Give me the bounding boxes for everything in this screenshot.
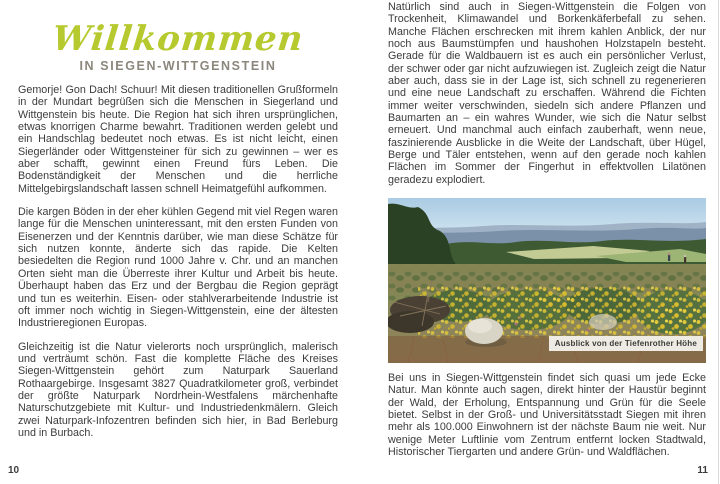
right-column-text-top bbox=[388, 1, 706, 197]
landscape-photo bbox=[388, 198, 706, 363]
right-page bbox=[388, 0, 706, 484]
left-column-text bbox=[18, 84, 338, 450]
right-column-text-bottom bbox=[388, 372, 706, 469]
photo-caption: Ausblick von der Tiefenrother Höhe bbox=[549, 336, 703, 351]
flower-shrubs bbox=[418, 286, 706, 338]
body-paragraph: Gemorje! Gon Dach! Schuur! Mit diesen traditionellen Grußformeln in der Mundart begrüßen sich die Menschen in Siegerland und Wittgenstein bis heute. Die Region hat sich ihren ursprünglichen, etwas knorrigen Charme bewahrt. Traditionen werden gelebt und ein Handschlag bedeutet noch etwas. Es ist nicht leicht, einen Siegerländer oder Wittgensteiner für sich zu gewinnen – wer es aber schafft, gewinnt einen Freund fürs Leben. Die Bodenständigkeit der Menschen und die herrliche Mittelgebirgslandschaft lassen schnell Heimatgefühl aufkommen. bbox=[18, 84, 338, 195]
light-patch bbox=[589, 314, 617, 330]
body-paragraph: Natürlich sind auch in Siegen-Wittgenstein die Folgen von Trockenheit, Klimawandel und Borkenkäferbefall zu sehen. Manche Flächen erschrecken mit ihrem kahlen Anblick, der nur noch aus Baumstümpfen und haushohen Holzstapeln besteht. Gerade für die Waldbauern ist es auch ein persönlicher Verlust, der schwer oder gar nicht aufzuwiegen ist. Zugleich zeigt die Natur aber auch, dass sie in der Lage ist, sich schnell zu regenerieren und eine neue Landschaft zu erschaffen. Während die Fichten immer weiter verschwinden, siedeln sich andere Pflanzen und Baumarten an – ein wahres Wunder, wie sich die Natur selbst erneuert. Und manchmal auch einfach zauberhaft, wenn neue, faszinierende Ausblicke in die Weite der Landschaft, über Hügel, Berge und Täler entstehen, wenn auf den gerade noch kahlen Flächen im Sommer der Fingerhut in effektvollen Lilatönen geradezu explodiert. bbox=[388, 1, 706, 186]
page-edge-line bbox=[718, 0, 719, 484]
body-paragraph: Gleichzeitig ist die Natur vielerorts noch ursprünglich, malerisch und verträumt schön. Fast die komplette Fläche des Kreises Siegen-Wittgenstein gehört zum Naturpark Sauerland Rothaargebirge. Insgesamt 3827 Quadratkilometer groß, verbindet der größte Naturpark Nordrhein-Westfalens märchenhafte Naturschutzgebiete mit Kultur- und Industriedenkmälern. Gleich zwei Naturpark-Infozentren befinden sich hier, in Bad Berleburg und in Burbach. bbox=[18, 340, 338, 439]
body-paragraph: Bei uns in Siegen-Wittgenstein findet sich quasi um jede Ecke Natur. Man könnte auch sagen, direkt hinter der Haustür beginnt der Wald, der Erholung, Entspannung und Grün für die Seele bietet. Selbst in der Groß- und Universitätsstadt Siegen mit ihren mehr als 100.000 Einwohnern ist der nächste Baum nie weit. Nur wenige Meter Luftlinie vom Zentrum entfernt locken Stadtwald, Historischer Tiergarten und andere Grün- und Waldflächen. bbox=[388, 372, 706, 459]
page-title-script: Willkommen bbox=[50, 18, 306, 59]
page-subtitle: IN SIEGEN-WITTGENSTEIN bbox=[79, 59, 277, 74]
body-paragraph: Die kargen Böden in der eher kühlen Gegend mit viel Regen waren lange für die Menschen uninteressant, mit den ersten Funden von Eisenerzen und der Kenntnis darüber, wie man diese Schätze für sich nutzen konnte, änderte sich das rapide. Die Kelten besiedelten die Region rund 1000 Jahre v. Chr. und an manchen Orten sieht man die Überreste ihrer Kultur und Arbeit bis heute. Überhaupt haben das Erz und der Bergbau die Region geprägt und tun es weiterhin. Eisen- oder stahlverarbeitende Industrie ist oft immer noch wichtig in Siegen-Wittgenstein, eine der ältesten Industrieregionen Europas. bbox=[18, 206, 338, 330]
left-page bbox=[18, 0, 338, 484]
page-number-right: 11 bbox=[697, 465, 708, 476]
page-number-left: 10 bbox=[8, 465, 20, 476]
